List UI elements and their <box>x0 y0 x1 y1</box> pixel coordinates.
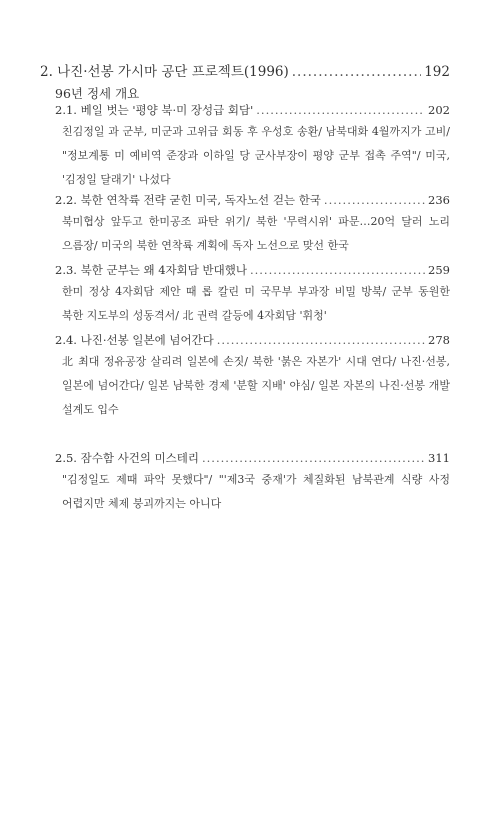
toc-section-entry <box>55 192 450 208</box>
dot-leader <box>250 263 425 277</box>
section-title: 2.3. 북한 군부는 왜 4자회담 반대했나 <box>55 263 247 277</box>
section-description: "김정일도 제때 파악 못했다"/ "'제3국 중재'가 체질화된 남북관계 식량 사정 어렵지만 체제 붕괴까지는 아니다 <box>62 473 450 510</box>
toc-section-entry <box>55 450 450 466</box>
chapter-subtitle: 96년 정세 개요 <box>55 86 140 101</box>
dot-leader <box>292 64 421 80</box>
chapter-page-number: 192 <box>424 64 450 80</box>
dot-leader <box>202 451 425 465</box>
toc-section-entry <box>55 102 450 118</box>
section-description: 친김정일 과 군부, 미군과 고위급 회동 후 우성호 송환/ 남북대화 4월까지가 고비/ "정보계통 미 예비역 준장과 이하일 당 군사부장이 평양 군부 접촉 주역"/ 미국, '김정일 달래기' 나섰다 <box>62 125 450 186</box>
section-page-number: 236 <box>428 193 450 207</box>
dot-leader <box>217 333 425 347</box>
section-title: 2.1. 베일 벗는 '평양 북·미 장성급 회담' <box>55 103 254 117</box>
toc-section-entry <box>55 332 450 348</box>
toc-chapter-entry <box>40 60 450 80</box>
section-title: 2.4. 나진·선봉 일본에 넘어간다 <box>55 333 214 347</box>
dot-leader <box>324 193 425 207</box>
section-title: 2.5. 잠수함 사건의 미스테리 <box>55 451 199 465</box>
section-description: 北 최대 정유공장 살리려 일본에 손짓/ 북한 '붉은 자본가' 시대 연다/ 나진·선봉, 일본에 넘어간다/ 일본 남북한 경제 '분할 지배' 야심/ 일본 자본의 나진·선봉 개발 설계도 입수 <box>62 355 450 416</box>
section-page-number: 278 <box>428 333 450 347</box>
section-page-number: 259 <box>428 263 450 277</box>
section-page-number: 202 <box>428 103 450 117</box>
toc-section-entry <box>55 262 450 278</box>
section-page-number: 311 <box>428 451 450 465</box>
dot-leader <box>256 103 425 117</box>
chapter-title: 2. 나진·선봉 가시마 공단 프로젝트(1996) <box>40 64 289 80</box>
section-description: 북미협상 앞두고 한미공조 파탄 위기/ 북한 '무력시위' 파문…20억 달러 노리 으름장/ 미국의 북한 연착륙 계획에 독자 노선으로 맞선 한국 <box>62 215 450 252</box>
section-title: 2.2. 북한 연착륙 전략 굳힌 미국, 독자노선 걷는 한국 <box>55 193 321 207</box>
section-description: 한미 정상 4자회담 제안 때 롭 칼린 미 국무부 부과장 비밀 방북/ 군부 동원한 북한 지도부의 성동격서/ 北 권력 갈등에 4자회담 '휘청' <box>62 285 450 322</box>
